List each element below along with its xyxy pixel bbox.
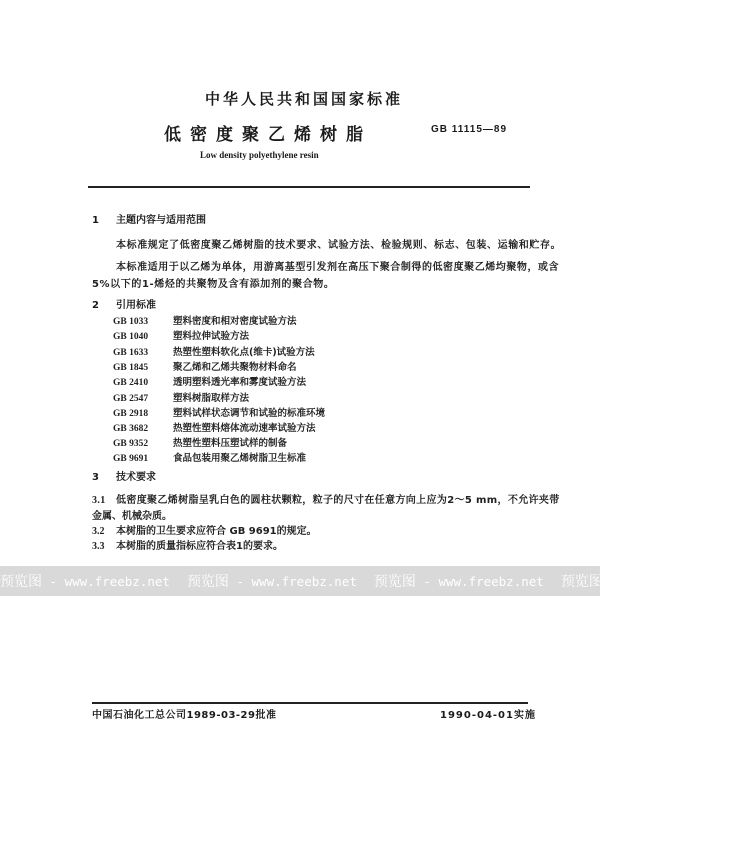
approval-date: 中国石油化工总公司1989-03-29批准	[92, 710, 277, 721]
clause-3-1	[92, 491, 560, 506]
implementation-date: 1990-04-01实施	[440, 710, 536, 721]
section-title: 主题内容与适用范围	[116, 215, 206, 226]
reference-item	[113, 374, 306, 388]
reference-item	[113, 344, 315, 358]
clause-number: 3.3	[92, 541, 105, 552]
clause-3-1-continuation: 金属、机械杂质。	[92, 511, 172, 522]
reference-item	[113, 420, 316, 434]
reference-title: 聚乙烯和乙烯共聚物材料命名	[173, 362, 297, 373]
reference-code: GB 1845	[113, 363, 149, 373]
section-1-paragraph-2: 本标准适用于以乙烯为单体，用游离基型引发剂在高压下聚合制得的低密度聚乙烯均聚物，或含	[116, 262, 560, 273]
clause-text: 本树脂的质量指标应符合表1的要求。	[116, 541, 283, 552]
clause-number: 3.2	[92, 526, 105, 537]
clause-3-2	[92, 522, 317, 537]
reference-code: GB 9691	[113, 454, 149, 464]
reference-title: 热塑性塑料熔体流动速率试验方法	[173, 423, 316, 434]
clause-text: 本树脂的卫生要求应符合 GB 9691的规定。	[116, 526, 317, 537]
issuing-authority: 中华人民共和国国家标准	[204, 90, 403, 108]
reference-title: 塑料拉伸试验方法	[173, 331, 250, 342]
section-2-heading	[92, 296, 156, 311]
section-title: 技术要求	[116, 472, 156, 483]
reference-code: GB 1040	[113, 332, 149, 342]
reference-item	[113, 390, 249, 404]
english-subtitle: Low density polyethylene resin	[200, 150, 319, 160]
reference-item	[113, 435, 287, 449]
section-1-heading	[92, 211, 206, 226]
clause-number: 3.1	[92, 495, 106, 506]
watermark-band	[0, 566, 731, 596]
standard-code: GB 11115—89	[431, 124, 508, 135]
reference-title: 塑料密度和相对密度试验方法	[173, 316, 297, 327]
reference-item	[113, 328, 249, 342]
reference-code: GB 1033	[113, 317, 149, 327]
section-1-paragraph-1: 本标准规定了低密度聚乙烯树脂的技术要求、试验方法、检验规则、标志、包装、运输和贮存。	[116, 240, 562, 251]
reference-title: 塑料树脂取样方法	[173, 393, 250, 404]
section-number: 2	[92, 300, 99, 311]
section-3-heading	[92, 468, 156, 483]
document-title: 低密度聚乙烯树脂	[164, 125, 372, 145]
reference-item	[113, 313, 297, 327]
reference-item	[113, 359, 297, 373]
section-title: 引用标准	[116, 300, 156, 311]
reference-title: 食品包装用聚乙烯树脂卫生标准	[173, 453, 307, 464]
clause-text: 低密度聚乙烯树脂呈乳白色的圆柱状颗粒，粒子的尺寸在任意方向上应为2～5 mm，不允许夹带	[116, 495, 560, 506]
section-1-paragraph-2-cont: 5%以下的1-烯烃的共聚物及含有添加剂的聚合物。	[92, 279, 335, 290]
reference-item	[113, 405, 325, 419]
watermark-item: 预览图 - www.freebz.net	[560, 574, 731, 590]
reference-code: GB 2918	[113, 409, 149, 419]
reference-title: 热塑性塑料软化点(维卡)试验方法	[173, 347, 315, 358]
reference-code: GB 9352	[113, 439, 149, 449]
reference-item	[113, 450, 306, 464]
section-number: 1	[92, 215, 99, 226]
watermark-item: 预览图 - www.freebz.net	[186, 574, 357, 590]
reference-title: 塑料试样状态调节和试验的标准环境	[173, 408, 326, 419]
reference-title: 透明塑料透光率和雾度试验方法	[173, 377, 307, 388]
clause-3-3	[92, 537, 283, 552]
reference-code: GB 1633	[113, 348, 149, 358]
footer-divider	[92, 702, 528, 704]
watermark-item: 预览图 - www.freebz.net	[0, 574, 170, 590]
reference-code: GB 2547	[113, 394, 149, 404]
section-number: 3	[92, 472, 99, 483]
reference-title: 热塑性塑料压塑试样的制备	[173, 438, 288, 449]
reference-code: GB 2410	[113, 378, 149, 388]
header-divider	[88, 186, 530, 188]
watermark-item: 预览图 - www.freebz.net	[373, 574, 544, 590]
reference-code: GB 3682	[113, 424, 149, 434]
